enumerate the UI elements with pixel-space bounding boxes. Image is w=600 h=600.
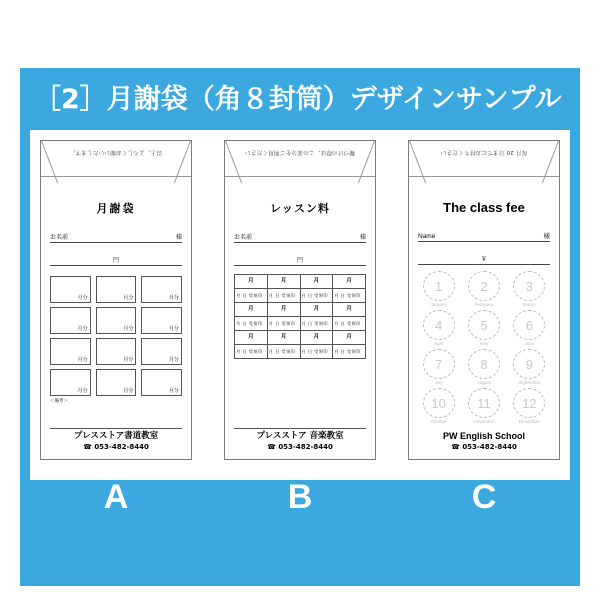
month-grid [418,271,550,424]
flap-edge-left-icon [225,141,242,183]
flap-text: 以上、よろしくお願いいたします。 [69,149,163,155]
month-cell: 月 [268,331,301,345]
month-cell-label: 月分 [168,326,179,332]
page-title: ［2］月謝袋（角８封筒）デザインサンプル [34,84,562,115]
month-cell [141,338,182,365]
month-name: January [430,302,447,307]
envelope-body [409,178,559,459]
month-cell-label: 月分 [168,295,179,301]
envelope-body [225,178,375,459]
month-cell-label: 月分 [123,295,134,301]
month-number: 12 [513,388,545,418]
month-cell: 月 [301,303,334,317]
month-cell-label: 月分 [77,357,88,363]
month-number: 3 [513,271,545,301]
school-footer [409,431,559,451]
receipt-cell: 月 日 受領印 [301,289,334,303]
receipt-cell: 月 日 受領印 [268,345,301,359]
month-cell-label: 月分 [168,357,179,363]
month-name: July [434,380,443,385]
month-cell [50,276,91,303]
month-name: February [474,302,494,307]
month-cell-label: 月分 [77,326,88,332]
school-name: PW English School [442,431,525,441]
school-phone: ☎ 053-482-8440 [267,443,333,451]
month-cell-label: 月分 [77,295,88,301]
month-name: May [479,341,489,346]
month-name: November [473,419,495,424]
month-number: 2 [468,271,500,301]
name-field-row [50,232,182,243]
month-cell: 月 [333,331,366,345]
school-phone: ☎ 053-482-8440 [83,443,149,451]
remarks-label: ＜備考＞ [50,399,68,404]
month-name: June [524,341,535,346]
month-number: 5 [468,310,500,340]
month-grid [50,276,182,396]
month-circle [418,271,459,307]
month-number: 9 [513,349,545,379]
school-footer [41,429,191,451]
flap-edge-right-icon [542,141,559,183]
school-name: プレスストア書道教室 [73,431,159,441]
month-cell [50,369,91,396]
receipt-cell: 月 日 受領印 [333,289,366,303]
envelope-flap [225,141,375,177]
month-number: 10 [423,388,455,418]
flap-edge-right-icon [358,141,375,183]
envelope-sample-a[interactable] [40,140,192,460]
month-circle [509,310,550,346]
envelope-sample-b[interactable] [224,140,376,460]
name-suffix: 様 [359,234,366,241]
envelope-flap [409,141,559,177]
receipt-cell: 月 日 受領印 [235,289,268,303]
month-name: April [434,341,444,346]
month-cell [96,307,137,334]
flap-edge-right-icon [174,141,191,183]
month-cell [141,369,182,396]
receipt-cell: 月 日 受領印 [268,289,301,303]
month-cell: 月 [268,275,301,289]
envelope-flap [41,141,191,177]
name-label: Name [418,233,436,240]
month-circle [418,310,459,346]
month-number: 8 [468,349,500,379]
month-cell: 月 [235,303,268,317]
month-cell [96,338,137,365]
month-cell: 月 [301,331,334,345]
amount-field-row: 円 [50,255,182,266]
amount-field-row: ￥ [418,254,550,265]
envelope-title: The class fee [443,200,525,215]
school-name: プレスストア 音楽教室 [256,431,344,441]
receipt-cell: 月 日 受領印 [268,317,301,331]
name-suffix: 様 [543,233,550,240]
month-cell: 月 [268,303,301,317]
receipt-cell: 月 日 受領印 [301,345,334,359]
month-name: September [518,380,541,385]
receipt-cell: 月 日 受領印 [333,345,366,359]
name-field-row [418,231,550,242]
school-footer [225,429,375,451]
month-cell: 月 [235,275,268,289]
month-number: 11 [468,388,500,418]
flap-text: 糊づけの際は、この部分をご利用ください [244,149,356,155]
flap-edge-left-icon [41,141,58,183]
month-cell-label: 月分 [168,388,179,394]
amount-field-row: 円 [234,255,366,266]
month-circle [463,388,504,424]
sample-letter-b: B [287,478,313,516]
month-circle [509,388,550,424]
month-number: 4 [423,310,455,340]
flap-edge-left-icon [409,141,426,183]
name-label: お名前 [50,234,69,241]
envelope-title: レッスン料 [270,202,330,215]
receipt-cell: 月 日 受領印 [301,317,334,331]
month-number: 7 [423,349,455,379]
school-phone: ☎ 053-482-8440 [451,443,517,451]
month-number: 6 [513,310,545,340]
sample-letter-c: C [471,478,497,516]
month-name: December [518,419,540,424]
month-cell-label: 月分 [123,326,134,332]
receipt-cell: 月 日 受領印 [235,345,268,359]
month-circle [463,349,504,385]
sample-letter-a: A [103,478,129,516]
month-circle [463,271,504,307]
month-name: March [522,302,536,307]
name-label: お名前 [234,234,253,241]
envelope-body [41,178,191,459]
receipt-cell: 月 日 受領印 [235,317,268,331]
envelope-sample-c[interactable] [408,140,560,460]
name-suffix: 様 [175,234,182,241]
month-circle [418,349,459,385]
month-name: October [430,419,447,424]
flap-text: 毎月 20 日までにお持ちください [440,149,528,155]
month-circle [463,310,504,346]
month-cell [141,276,182,303]
month-cell [96,369,137,396]
envelope-title: 月謝袋 [96,202,136,215]
month-cell-label: 月分 [123,388,134,394]
month-cell-label: 月分 [123,357,134,363]
month-circle [509,271,550,307]
month-cell-label: 月分 [77,388,88,394]
month-cell: 月 [301,275,334,289]
month-name: August [476,380,492,385]
month-cell [50,307,91,334]
month-cell: 月 [333,303,366,317]
month-number: 1 [423,271,455,301]
month-cell [141,307,182,334]
month-cell: 月 [235,331,268,345]
month-cell [50,338,91,365]
month-cell: 月 [333,275,366,289]
month-grid [234,274,366,359]
month-circle [418,388,459,424]
month-cell [96,276,137,303]
name-field-row [234,232,366,243]
month-circle [509,349,550,385]
receipt-cell: 月 日 受領印 [333,317,366,331]
